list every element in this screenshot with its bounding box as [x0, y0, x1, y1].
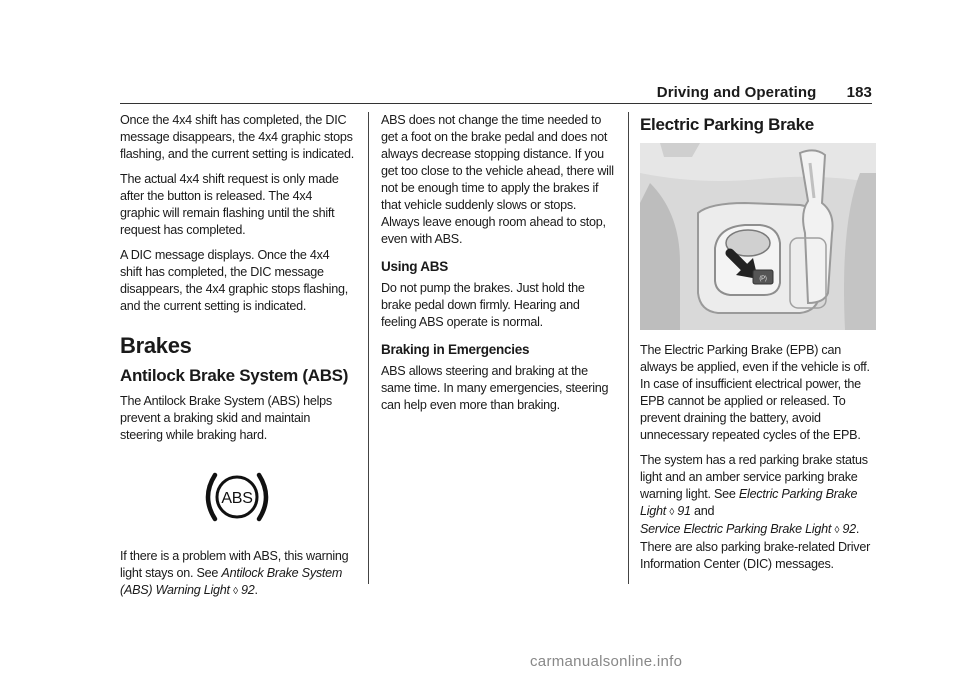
column-1	[120, 112, 354, 608]
paragraph: A DIC message displays. Once the 4x4 shift has completed, the DIC message disappears, the 4x4 graphic stops flashing, and the current setting is indicated.	[120, 248, 348, 313]
page-number: 183	[846, 84, 872, 101]
page-ref-number: 91	[677, 504, 691, 518]
header-rule	[120, 103, 872, 104]
paragraph: ABS allows steering and braking at the same time. In many emergencies, steering can help even more than braking.	[381, 364, 609, 412]
page-ref-icon: ◊	[233, 586, 238, 597]
page-ref-icon: ◊	[669, 507, 675, 518]
abs-warning-symbol	[120, 452, 354, 542]
link-epb-light[interactable]: Electric Parking Brake Light	[640, 487, 858, 518]
paragraph: Do not pump the brakes. Just hold the brake pedal down firmly. Hearing and feeling ABS operate is normal.	[381, 281, 585, 329]
column-3	[640, 112, 876, 581]
epb-console-photo	[640, 143, 876, 330]
paragraph: The Electric Parking Brake (EPB) can always be applied, even if the vehicle is off. In case of insufficient electrical power, the EPB cannot be applied or released. To prevent draining the battery, avoid unnecessary repeated cycles of the EPB.	[640, 343, 870, 442]
page-ref-number: 92	[241, 583, 255, 597]
heading-using-abs: Using ABS	[381, 259, 449, 274]
column-2	[381, 112, 615, 422]
paragraph: If there is a problem with ABS, this warning light stays on. See Antilock Brake System (ABS) Warning Light ◊ 92.	[120, 549, 349, 597]
paragraph: The Antilock Brake System (ABS) helps prevent a braking skid and maintain steering while braking hard.	[120, 394, 332, 442]
paragraph: The actual 4x4 shift request is only made after the button is released. The 4x4 graphic will remain flashing until the shift request has completed.	[120, 172, 339, 237]
heading-braking-emergencies: Braking in Emergencies	[381, 342, 530, 357]
page-ref-number: 92	[842, 522, 856, 536]
page-header	[657, 84, 872, 101]
link-service-epb-light[interactable]: Service Electric Parking Brake Light	[640, 522, 832, 536]
paragraph: Once the 4x4 shift has completed, the DIC message disappears, the 4x4 graphic stops flashing, and the current setting is indicated.	[120, 113, 354, 161]
svg-text:(P): (P)	[759, 276, 767, 282]
link-abs-warning-light[interactable]: Antilock Brake System (ABS) Warning Light	[120, 566, 343, 597]
column-divider	[628, 112, 629, 584]
abs-icon-text: ABS	[221, 490, 253, 507]
abs-icon	[201, 469, 273, 525]
heading-epb: Electric Parking Brake	[640, 115, 814, 134]
heading-abs: Antilock Brake System (ABS)	[120, 366, 349, 385]
column-divider	[368, 112, 369, 584]
heading-brakes: Brakes	[120, 333, 192, 358]
section-title: Driving and Operating	[656, 84, 817, 101]
paragraph: ABS does not change the time needed to get a foot on the brake pedal and does not always decrease stopping distance. If you get too close to the vehicle ahead, there will not be enough time to apply the brakes if that vehicle suddenly slows or stops. Always leave enough room ahead to stop, even with ABS.	[381, 113, 614, 246]
watermark-brand: carmanualsonline.info	[530, 653, 683, 670]
paragraph: The system has a red parking brake status light and an amber service parking brake warning light. See Electric Parking Brake Light ◊ 91 and Service Electric Parking Brake Light ◊ 92. There are also parking brake-related Driver Information Center (DIC) messages.	[640, 453, 871, 571]
page-ref-icon: ◊	[834, 525, 840, 536]
